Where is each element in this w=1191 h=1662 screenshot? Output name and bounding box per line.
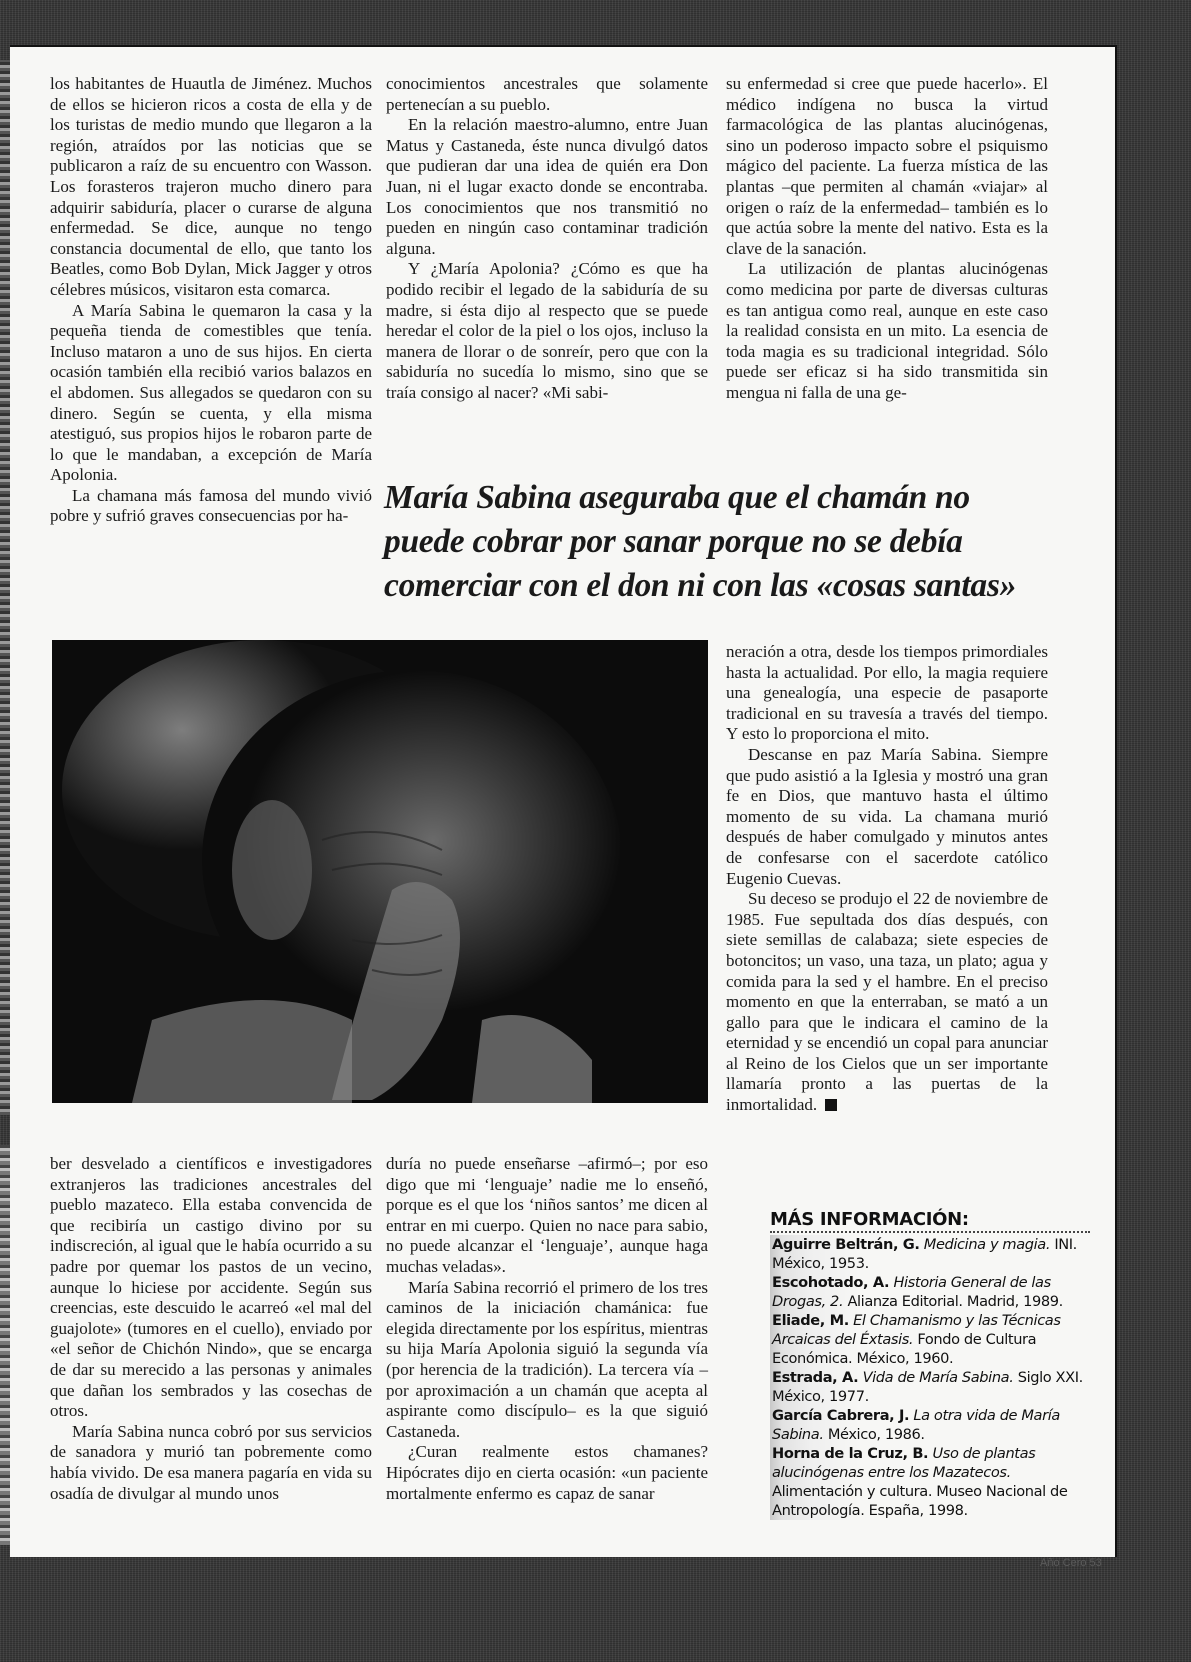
article-paragraph [50, 1154, 372, 1422]
reference-details: INI. México, 1953. [772, 1236, 1077, 1272]
article-column-3-top [726, 74, 1048, 404]
page-folio: Año Cero 53 [1040, 1557, 1102, 1569]
reference-title: El Chamanismo y las Técnicas Arcaicas del Éxtasis. [772, 1312, 1061, 1348]
reference-title: Vida de María Sabina. [862, 1369, 1014, 1386]
pull-quote-line: puede cobrar por sanar porque no se debía [384, 523, 963, 560]
article-paragraph [386, 1442, 708, 1504]
article-paragraph [726, 745, 1048, 889]
reference-entry [772, 1368, 1090, 1406]
reference-details: Alianza Editorial. Madrid, 1989. [847, 1293, 1063, 1310]
reference-author: Estrada, A. [772, 1369, 859, 1386]
article-paragraph [50, 301, 372, 486]
reference-author: Escohotado, A. [772, 1274, 890, 1291]
reference-title: Uso de plantas alucinógenas entre los Mazatecos. [772, 1445, 1036, 1481]
paragraph-text: Su deceso se produjo el 22 de noviembre de 1985. Fue sepultada dos días después, con siete semillas de calabaza; siete especies de botoncitos; un vaso, una taza, un plato; agua y comida para la sed y el hambre. En el preciso momento en que la enterraban, se mató a un gallo para que le indicara el camino de la eternidad y se encendió un copal para anunciar al Reino de los Cielos que un ser importante llamaría pronto a las puertas de la inmortalidad. [726, 889, 1048, 1115]
paragraph-text: los habitantes de Huautla de Jiménez. Muchos de ellos se hicieron ricos a costa de ella y de los turistas de medio mundo que llegaron a la región, atraídos por las noticias que se publicaron a raíz de su encuentro con Wasson. Los forasteros trajeron mucho dinero para adquirir sabiduría, placer o curarse de alguna enfermedad. Se dice, aunque no tengo constancia documental de ello, que tanto los Beatles, como Bob Dylan, Mick Jagger y otros célebres músicos, visitaron esta comarca. [50, 74, 372, 299]
end-of-article-square-icon [825, 1099, 837, 1111]
reference-title: La otra vida de María Sabina. [772, 1407, 1060, 1443]
reference-details: México, 1986. [827, 1426, 925, 1443]
paragraph-text: ber desvelado a científicos e investigadores extranjeros las tradiciones ancestrales del pueblo mazateco. Ella estaba convencida de que recibiría un castigo divino por su indiscreción, al igual que le había ocurrido a su padre por quemar los pastos de un vecino, aunque lo hiciese por accidente. Según sus creencias, este descuido le acarreó «el mal del guajolote» (tumores en el cuello), enviado por «el señor de Chichón Nindo», que se encarga de dar su merecido a las personas y animales que dañan los sembrados y las cosechas de otros. [50, 1154, 372, 1421]
paragraph-text: La utilización de plantas alucinógenas como medicina por parte de diversas culturas es tan antigua como real, aunque en este caso la realidad consista en un mito. La esencia de toda magia es su tradicional integridad. Sólo puede ser eficaz si ha sido transmitida sin mengua ni falla de una ge- [726, 259, 1048, 402]
paragraph-text: duría no puede enseñarse –afirmó–; por eso digo que mi ‘lenguaje’ nadie me lo enseñó, porque es el que los ‘niños santos’ me dicen al entrar en mi cuerpo. Quien no nace para sabio, no puede alcanzar el ‘lenguaje’, aunque haga muchas veladas». [386, 1154, 708, 1276]
more-info-title: MÁS INFORMACIÓN: [770, 1210, 1090, 1233]
paragraph-text: En la relación maestro-alumno, entre Juan Matus y Castaneda, éste nunca divulgó datos que pudieran dar una idea de quién era Don Juan, ni el lugar exacto donde se encontraba. Los conocimientos que nos transmitió no pueden en ningún caso contaminar tradición alguna. [386, 115, 708, 258]
article-column-1-top [50, 74, 372, 527]
reference-details: Siglo XXI. México, 1977. [772, 1369, 1083, 1405]
article-paragraph [386, 74, 708, 115]
paragraph-text: La chamana más famosa del mundo vivió pobre y sufrió graves consecuencias por ha- [50, 485, 372, 526]
paragraph-text: neración a otra, desde los tiempos primordiales hasta la actualidad. Por ello, la magia requiere una genealogía, una especie de pasaporte tradicional en su travesía a través del tiempo. Y esto lo proporciona el mito. [726, 642, 1048, 744]
reference-entry [772, 1273, 1090, 1311]
paragraph-text: conocimientos ancestrales que solamente pertenecían a su pueblo. [386, 74, 708, 114]
article-paragraph [50, 1422, 372, 1504]
article-paragraph [386, 259, 708, 403]
reference-title: Historia General de las Drogas, 2. [772, 1274, 1051, 1310]
reference-details: Alimentación y cultura. Museo Nacional de Antropología. España, 1998. [772, 1483, 1068, 1519]
paragraph-text: su enfermedad si cree que puede hacerlo». El médico indígena no busca la virtud farmacológica de las plantas alucinógenas, sino un poderoso impacto sobre el psiquismo mágico del paciente. La fuerza mística de las plantas –que permiten al chamán «viajar» al origen o raíz de la enfermedad– también es lo que actúa sobre la mente del nativo. Esta es la clave de la sanación. [726, 74, 1048, 258]
article-paragraph [50, 486, 372, 527]
article-paragraph [726, 74, 1048, 259]
reference-author: García Cabrera, J. [772, 1407, 910, 1424]
paragraph-text: María Sabina recorrió el primero de los tres caminos de la iniciación chamánica: fue elegida directamente por los espíritus, mientras su hija María Apolonia siguió la segunda vía (por herencia de la tradición). La tercera vía –por aproximación a un chamán que acepta al aspirante como discípulo– es la que siguió Castaneda. [386, 1277, 708, 1441]
pull-quote-line: comerciar con el don ni con las «cosas santas» [384, 567, 1017, 604]
paragraph-text: María Sabina nunca cobró por sus servicios de sanadora y murió tan pobremente como había vivido. De esa manera pagaría en vida su osadía de divulgar al mundo unos [50, 1421, 372, 1503]
paragraph-text: A María Sabina le quemaron la casa y la pequeña tienda de comestibles que tenía. Incluso mataron a uno de sus hijos. En cierta ocasión también ella recibió varios balazos en el abdomen. Sus allegados se quedaron con su dinero. Según se cuenta, y ella misma atestiguó, sus propios hijos le robaron parte de lo que le mandaban, a excepción de María Apolonia. [50, 300, 372, 485]
article-paragraph [726, 642, 1048, 745]
reference-author: Aguirre Beltrán, G. [772, 1236, 920, 1253]
reference-entry [772, 1444, 1090, 1520]
article-paragraph [726, 889, 1048, 1116]
more-info-box [770, 1210, 1090, 1520]
article-paragraph [50, 74, 372, 301]
article-paragraph [386, 1154, 708, 1278]
article-paragraph [386, 1278, 708, 1443]
reference-author: Eliade, M. [772, 1312, 849, 1329]
reference-details: Fondo de Cultura Económica. México, 1960. [772, 1331, 1037, 1367]
article-paragraph [386, 115, 708, 259]
paragraph-text: Y ¿María Apolonia? ¿Cómo es que ha podido recibir el legado de la sabiduría de su madre, si ésta dijo al respecto que se puede heredar el color de la piel o los ojos, incluso la manera de llorar o de sonreír, pero que con la sabiduría no sucedía lo mismo, sino que se traía consigo al nacer? «Mi sabi- [386, 259, 708, 402]
paragraph-text: ¿Curan realmente estos chamanes? Hipócrates dijo en cierta ocasión: «un paciente mortalmente enfermo es capaz de sanar [386, 1442, 708, 1503]
pull-quote-line: María Sabina aseguraba que el chamán no [384, 479, 970, 516]
portrait-photo-maria-sabina [52, 640, 708, 1103]
article-column-1-bottom [50, 1154, 372, 1504]
article-paragraph [726, 259, 1048, 403]
article-column-3-middle [726, 642, 1048, 1116]
reference-entry [772, 1311, 1090, 1368]
reference-entry [772, 1235, 1090, 1273]
article-column-2-bottom [386, 1154, 708, 1504]
photo-image [52, 640, 708, 1103]
reference-entry [772, 1406, 1090, 1444]
reference-title: Medicina y magia. [923, 1236, 1051, 1253]
article-column-2-top [386, 74, 708, 404]
reference-list [770, 1235, 1090, 1520]
pull-quote [384, 476, 1084, 608]
reference-author: Horna de la Cruz, B. [772, 1445, 929, 1462]
paragraph-text: Descanse en paz María Sabina. Siempre que pudo asistió a la Iglesia y mostró una gran fe en Dios, que mantuvo hasta el último momento de su vida. La chamana murió después de haber comulgado y minutos antes de confesarse con el sacerdote católico Eugenio Cuevas. [726, 744, 1048, 888]
